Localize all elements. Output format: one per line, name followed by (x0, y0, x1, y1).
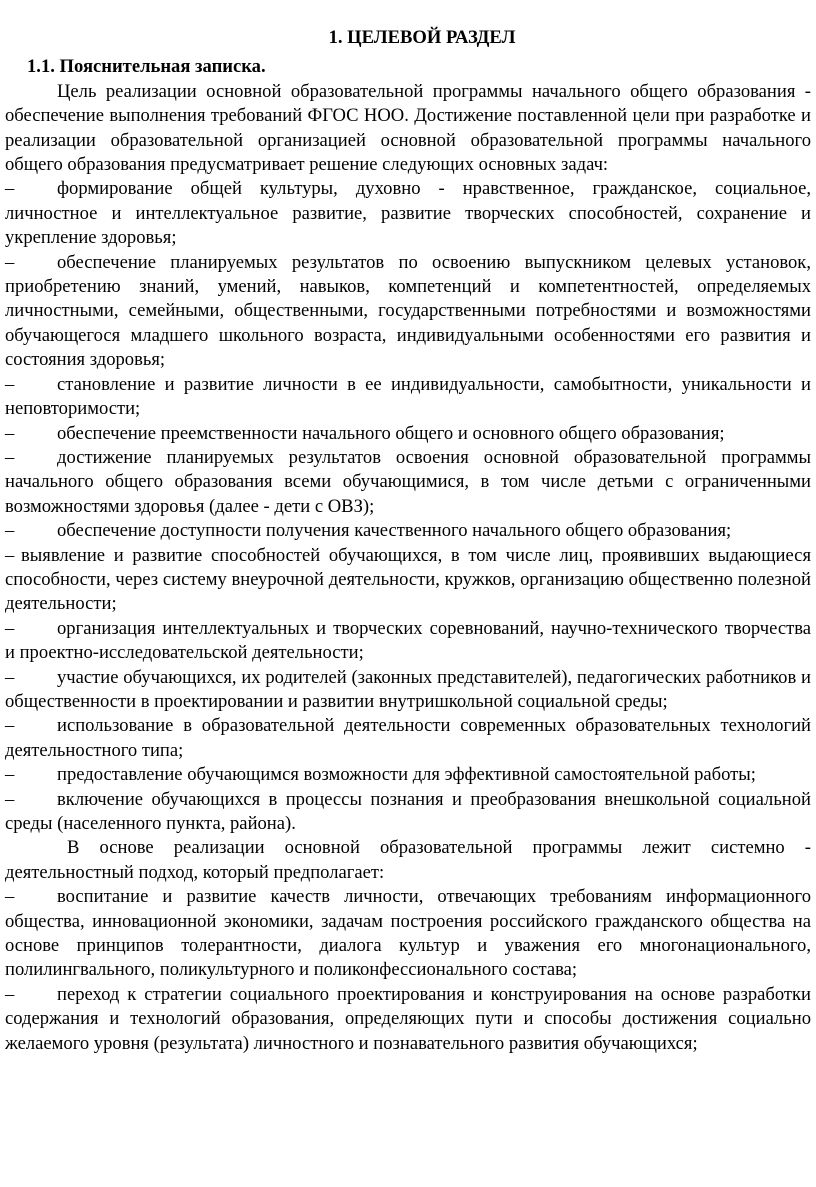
list-item (5, 544, 811, 617)
intro-paragraph: Цель реализации основной образовательной программы начального общего образования - обеспечение выполнения требований ФГОС НОО. Достижение поставленной цели при разработке и реализации образовательной организацией основной образовательной программы начального общего образования предусматривает решение следующих основных задач: (5, 80, 811, 176)
list-item-text: обеспечение планируемых результатов по освоению выпускником целевых установок, приобретению знаний, умений, навыков, компетенций и компетентностей, определяемых личностными, семейными, общественными, государственными потребностями и возможностями обучающегося младшего школьного возраста, индивидуальными особенностями его развития и состояния здоровья; (5, 251, 811, 371)
list-item (5, 983, 811, 1056)
list-item-text: воспитание и развитие качеств личности, отвечающих требованиям информационного общества, инновационной экономики, задачам построения российского гражданского общества на основе принципов толерантности, диалога культур и уважения его многонационального, полилингвального, поликультурного и поликонфессионального состава; (5, 886, 811, 981)
list-item (5, 763, 811, 787)
dash-marker: – (5, 886, 15, 908)
section-heading: 1. ЦЕЛЕВОЙ РАЗДЕЛ (328, 27, 516, 48)
dash-marker: – (5, 446, 15, 468)
list-item (5, 714, 811, 763)
dash-marker: – (5, 373, 15, 395)
list-item (5, 788, 811, 837)
list-item-text: использование в образовательной деятельности современных образовательных технологий деятельностного типа; (5, 715, 811, 761)
list-item-text: обеспечение преемственности начального общего и основного общего образования; (57, 422, 725, 444)
dash-marker: – (5, 617, 15, 639)
list-item (5, 519, 811, 543)
list-item (5, 373, 811, 422)
dash-marker: – (5, 544, 15, 566)
list-item (5, 666, 811, 715)
list-item-text: переход к стратегии социального проектирования и конструирования на основе разработки содержания и технологий образования, определяющих пути и способы достижения социально желаемого уровня (результата) личностного и познавательного развития обучающихся; (5, 983, 811, 1054)
list-item-text: организация интеллектуальных и творческих соревнований, научно-технического творчества и проектно-исследовательской деятельности; (5, 617, 811, 664)
list-item (5, 177, 811, 250)
approach-paragraph: В основе реализации основной образовательной программы лежит системно - деятельностный подход, который предполагает: (5, 837, 811, 883)
subsection-heading: 1.1. Пояснительная записка. (27, 56, 266, 78)
list-item-text: достижение планируемых результатов освоения основной образовательной программы начального общего образования всеми обучающимися, в том числе детьми с ограниченными возможностями здоровья (далее - дети с ОВЗ); (5, 446, 811, 517)
dash-marker: – (5, 251, 15, 273)
list-item-text: включение обучающихся в процессы познания и преобразования внешкольной социальной среды (населенного пункта, района). (5, 788, 811, 834)
dash-marker: – (5, 178, 15, 200)
dash-marker: – (5, 788, 15, 810)
list-item-text: предоставление обучающимся возможности для эффективной самостоятельной работы; (57, 764, 756, 786)
dash-marker: – (5, 422, 15, 444)
document-page (5, 26, 811, 1056)
list-item (5, 885, 811, 983)
dash-marker: – (5, 715, 15, 737)
list-item (5, 422, 811, 446)
list-item-text: становление и развитие личности в ее индивидуальности, самобытности, уникальности и неповторимости; (5, 373, 811, 420)
dash-marker: – (5, 666, 15, 688)
dash-marker: – (5, 520, 15, 542)
list-item-text: участие обучающихся, их родителей (законных представителей), педагогических работников и общественности в проектировании и развитии внутришкольной социальной среды; (5, 666, 811, 712)
dash-marker: – (5, 983, 15, 1005)
list-item (5, 251, 811, 373)
list-item-text: выявление и развитие способностей обучающихся, в том числе лиц, проявивших выдающиеся способности, через систему внеурочной деятельности, кружков, организацию общественно полезной деятельности; (5, 544, 811, 615)
list-item-text: формирование общей культуры, духовно - нравственное, гражданское, социальное, личностное и интеллектуальное развитие, развитие творческих способностей, сохранение и укрепление здоровья; (5, 178, 811, 249)
list-item (5, 446, 811, 519)
list-item (5, 617, 811, 666)
dash-marker: – (5, 764, 15, 786)
list-item-text: обеспечение доступности получения качественного начального общего образования; (57, 520, 732, 542)
